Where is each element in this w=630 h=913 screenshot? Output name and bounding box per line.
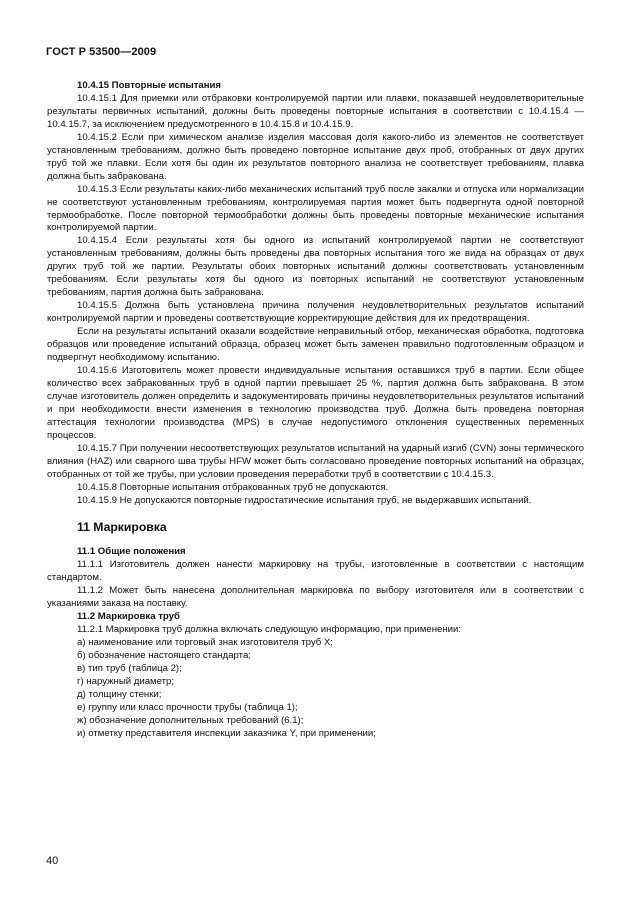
document-body [47, 80, 584, 741]
paragraph-10-4-15-6: 10.4.15.6 Изготовитель может провести индивидуальные испытания оставшихся труб в партии. Если общее количество всех забракованных труб в одной партии превышает 25 %, партия должна быть забракована. В этом случае изготовитель должен определить и задокументировать причины неудовлетворительных результатов испытаний и при необходимости внести изменения в технологию производства труб. Должна быть проведена повторная аттестация технологии производства (MPS) в случае недопустимого отклонения существенных переменных процессов. [47, 364, 584, 441]
section-title-11-1: 11.1 Общие положения [77, 546, 186, 558]
paragraph-10-4-15-9: 10.4.15.9 Не допускаются повторные гидростатические испытания труб, не выдержавших испытаний. [77, 494, 532, 506]
list-item: и) отметку представителя инспекции заказчика Y, при применении; [77, 727, 376, 739]
paragraph-11-1-1: 11.1.1 Изготовитель должен нанести маркировку на трубы, изготовленные в соответствии с настоящим стандартом. [47, 559, 584, 584]
paragraph-10-4-15-5: 10.4.15.5 Должна быть установлена причина получения неудовлетворительных результатов испытаний контролируемой партии и проведены соответствующие корректирующие действия для их предотвращения. [47, 300, 584, 325]
list-item: ж) обозначение дополнительных требований (6.1); [77, 714, 304, 726]
section-title-10-4-15: 10.4.15 Повторные испытания [77, 80, 222, 91]
list-item: а) наименование или торговый знак изготовителя труб X; [77, 637, 333, 649]
section-title-11: 11 Маркировка [77, 520, 167, 535]
list-item: б) обозначение настоящего стандарта; [77, 650, 251, 662]
list-item: г) наружный диаметр; [77, 675, 175, 687]
section-title-11-2: 11.2 Маркировка труб [77, 611, 180, 623]
paragraph-10-4-15-1: 10.4.15.1 Для приемки или отбраковки контролируемой партии или плавки, показавшей неудовлетворительные результаты первичных испытаний, должны быть проведены повторные испытания в соответствии с 10.4.15.4 — 10.4.15.7, за исключением предусмотренного в 10.4.15.8 и 10.4.15.9. [47, 92, 584, 130]
list-item: д) толщину стенки; [77, 688, 162, 700]
paragraph-10-4-15-4: 10.4.15.4 Если результаты хотя бы одного из испытаний контролируемой партии не соответствуют установленным требованиям, должны быть проведены два повторных испытания того же вида на образцах от двух других труб той же партии. Результаты обоих повторных испытаний должны соответствовать установленным требованиям. Если результаты хотя бы одного из повторных испытаний не соответствуют установленным требованиям, партия должна быть забракована. [47, 235, 584, 299]
paragraph-11-1-2: 11.1.2 Может быть нанесена дополнительная маркировка по выбору изготовителя или в соответствии с указаниями заказа на поставку. [47, 585, 584, 610]
paragraph-10-4-15-2: 10.4.15.2 Если при химическом анализе изделия массовая доля какого-либо из элементов не соответствует установленным требованиям, должно быть проведено повторное испытание двух проб, отобранных от двух других труб той же плавки. Если хотя бы один их результатов повторного анализа не соответствует требованиям, плавка должна быть забракована. [47, 131, 584, 182]
list-item: в) тип труб (таблица 2); [77, 663, 182, 675]
paragraph-10-4-15-7: 10.4.15.7 При получении несоответствующих результатов испытаний на ударный изгиб (CVN) зоны термического влияния (HAZ) или сварного шва трубы HFW может быть согласовано проведение повторных испытаний на образцах, отобранных от той же трубы, при условии проведения переработки труб в соответствии с 10.4.15.3. [47, 442, 584, 480]
paragraph-10-4-15-5-cont: Если на результаты испытаний оказали воздействие неправильный отбор, механическая обработка, подготовка образцов или проведение испытаний образца, образец может быть заменен правильно подготовленным образцом и подвергнут необходимому испытанию. [47, 326, 584, 364]
paragraph-10-4-15-3: 10.4.15.3 Если результаты каких-либо механических испытаний труб после закалки и отпуска или нормализации не соответствуют установленным требованиям, контролируемая партия может быть подвергнута одной повторной термообработке. После повторной термообработки должны быть проведены повторные механические испытания контролируемой партии. [47, 183, 584, 234]
document-header: ГОСТ Р 53500—2009 [46, 46, 157, 58]
list-item: е) группу или класс прочности трубы (таблица 1); [77, 701, 298, 713]
paragraph-11-2-1: 11.2.1 Маркировка труб должна включать следующую информацию, при применении: [77, 624, 462, 636]
paragraph-10-4-15-8: 10.4.15.8 Повторные испытания отбракованных труб не допускаются. [77, 481, 389, 493]
page-number: 40 [46, 855, 59, 867]
